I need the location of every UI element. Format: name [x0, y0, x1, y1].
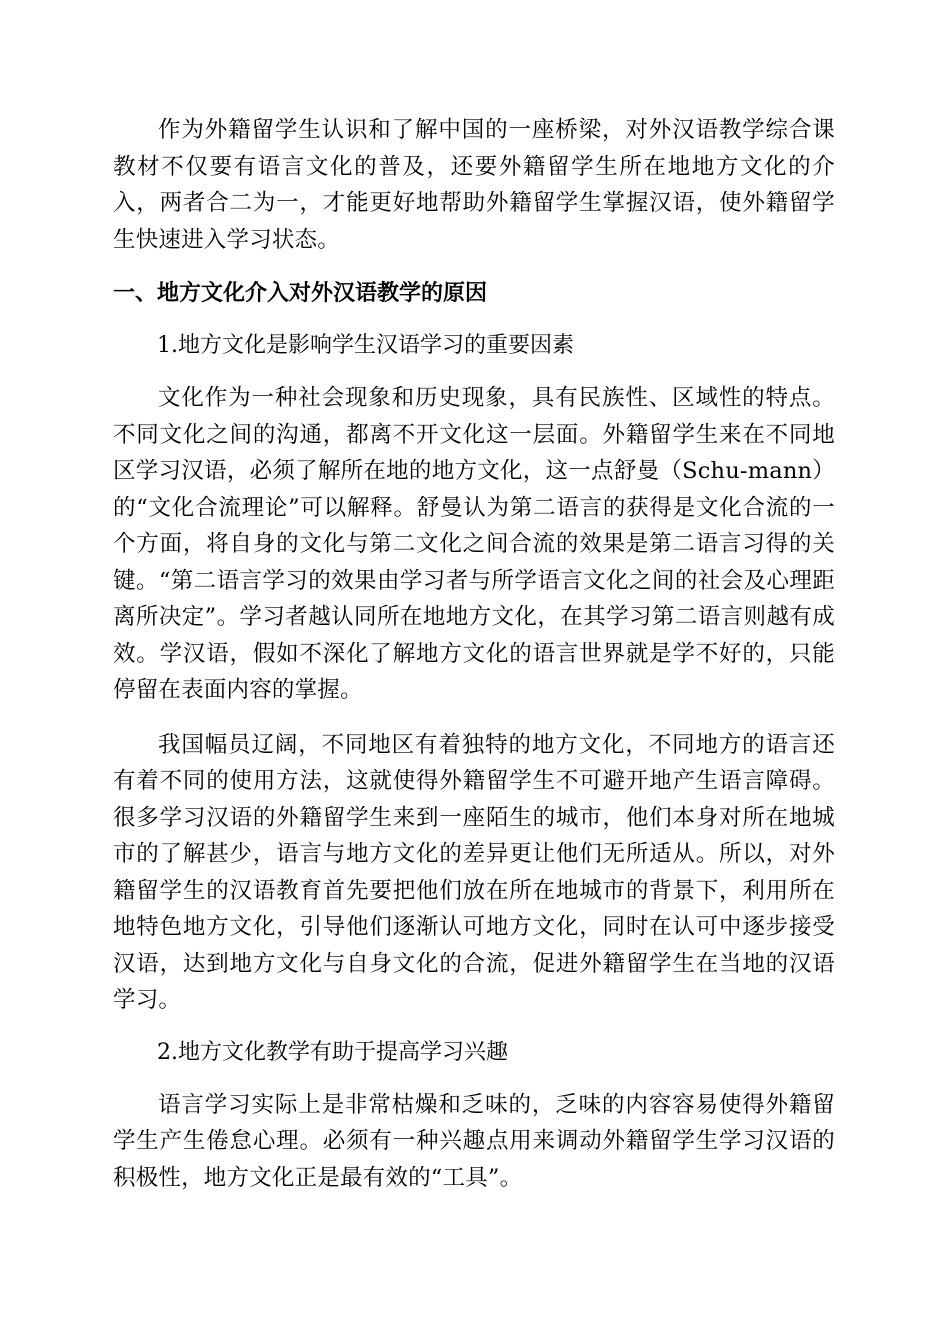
paragraph-regional-differences: 我国幅员辽阔，不同地区有着独特的地方文化，不同地方的语言还有着不同的使用方法，这就使得外籍留学生不可避开地产生语言障碍。很多学习汉语的外籍留学生来到一座陌生的城市，他们本身对所在地城市的了解甚少，语言与地方文化的差异更让他们无所适从。所以，对外籍留学生的汉语教育首先要把他们放在所在地城市的背景下，利用所在地特色地方文化，引导他们逐渐认可地方文化，同时在认可中逐步接受汉语，达到地方文化与自身文化的合流，促进外籍留学生在当地的汉语学习。 — [113, 731, 835, 1013]
spacer — [113, 258, 835, 276]
paragraph-culture-theory: 文化作为一种社会现象和历史现象，具有民族性、区域性的特点。不同文化之间的沟通，都离不开文化这一层面。外籍留学生来在不同地区学习汉语，必须了解所在地的地方文化，这一点舒曼（Schu-mann）的“文化合流理论”可以解释。舒曼认为第二语言的获得是文化合流的一个方面，将自身的文化与第二文化之间合流的效果是第二语言习得的关键。“第二语言学习的效果由学习者与所学语言文化之间的社会及心理距离所决定”。学习者越认同所在地地方文化，在其学习第二语言则越有成效。学汉语，假如不深化了解地方文化的语言世界就是学不好的，只能停留在表面内容的掌握。 — [113, 385, 835, 703]
subsection-title-2: 2.地方文化教学有助于提高学习兴趣 — [157, 1039, 508, 1065]
spacer — [113, 1019, 835, 1035]
spacer — [113, 364, 835, 380]
section-heading: 一、地方文化介入对外汉语教学的原因 — [113, 281, 488, 306]
subsection-title-1: 1.地方文化是影响学生汉语学习的重要因素 — [157, 333, 574, 358]
document-page — [113, 112, 835, 1196]
spacer — [113, 709, 835, 727]
paragraph-interest: 语言学习实际上是非常枯燥和乏味的，乏味的内容容易使得外籍留学生产生倦怠心理。必须有一种兴趣点用来调动外籍留学生学习汉语的积极性，地方文化正是最有效的“工具”。 — [113, 1091, 835, 1191]
intro-paragraph: 作为外籍留学生认识和了解中国的一座桥梁，对外汉语教学综合课教材不仅要有语言文化的普及，还要外籍留学生所在地地方文化的介入，两者合二为一，才能更好地帮助外籍留学生掌握汉语，使外籍留学生快速进入学习状态。 — [113, 117, 835, 253]
spacer — [113, 1071, 835, 1087]
spacer — [113, 312, 835, 328]
